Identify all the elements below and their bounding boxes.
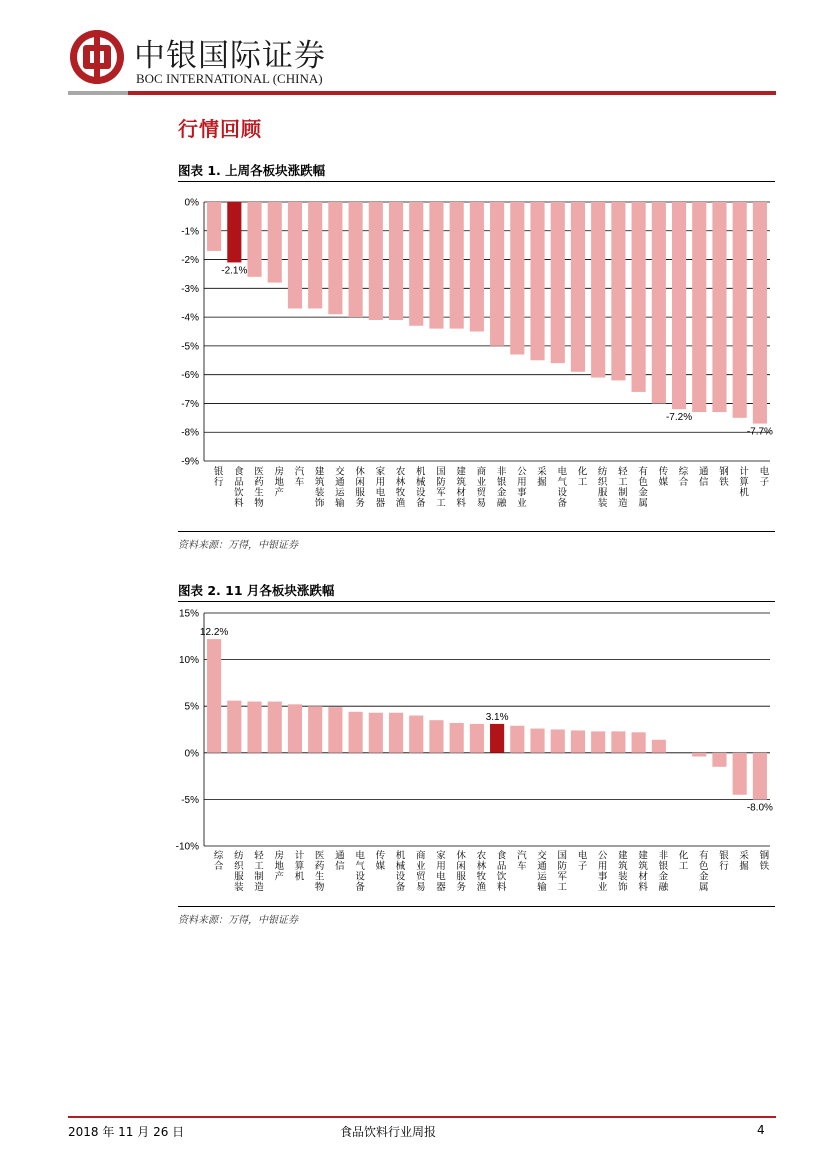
bar bbox=[369, 713, 383, 753]
bar bbox=[409, 202, 423, 326]
x-tick-label: 电气设备 bbox=[353, 850, 365, 892]
bar bbox=[632, 732, 646, 753]
figure1-source: 资料来源：万得，中银证券 bbox=[178, 540, 298, 551]
x-tick-label: 综合 bbox=[211, 850, 223, 871]
x-tick-label: 银行 bbox=[716, 850, 728, 871]
bar bbox=[429, 720, 443, 753]
x-tick-label: 家用电器 bbox=[373, 466, 385, 508]
x-tick-label: 通信 bbox=[696, 466, 708, 487]
bar bbox=[328, 707, 342, 753]
x-tick-label: 轻工制造 bbox=[615, 466, 627, 508]
y-tick-label: 0% bbox=[184, 748, 199, 760]
x-tick-label: 有色金属 bbox=[636, 466, 648, 508]
y-tick-label: -7% bbox=[181, 398, 199, 410]
y-tick-label: -4% bbox=[181, 312, 199, 324]
x-tick-label: 综合 bbox=[676, 466, 688, 487]
bar bbox=[571, 730, 585, 752]
x-tick-label: 汽车 bbox=[514, 850, 526, 871]
y-tick-label: -8% bbox=[181, 427, 199, 439]
data-label: -2.1% bbox=[221, 265, 248, 277]
bar bbox=[530, 202, 544, 360]
x-tick-label: 传媒 bbox=[373, 850, 385, 871]
x-tick-label: 家用电器 bbox=[433, 850, 445, 892]
x-tick-label: 建筑装饰 bbox=[312, 466, 324, 508]
bar bbox=[369, 202, 383, 320]
bar bbox=[247, 702, 261, 753]
x-tick-label: 银行 bbox=[211, 466, 223, 487]
bar bbox=[712, 753, 726, 767]
x-tick-label: 化工 bbox=[575, 466, 587, 487]
bar bbox=[247, 202, 261, 277]
bar bbox=[733, 753, 747, 795]
x-tick-label: 农林牧渔 bbox=[474, 850, 486, 892]
bar bbox=[288, 704, 302, 752]
x-tick-label: 建筑材料 bbox=[636, 850, 648, 892]
x-tick-label: 房地产 bbox=[272, 466, 284, 498]
footer-date: 2018 年 11 月 26 日 bbox=[68, 1125, 185, 1139]
x-tick-label: 交通运输 bbox=[332, 466, 344, 508]
bar bbox=[328, 202, 342, 314]
y-tick-label: -5% bbox=[181, 794, 199, 806]
x-tick-label: 电气设备 bbox=[555, 466, 567, 508]
bar bbox=[692, 202, 706, 412]
bar bbox=[470, 724, 484, 753]
bar bbox=[551, 730, 565, 753]
x-tick-label: 轻工制造 bbox=[252, 850, 264, 892]
bar bbox=[551, 202, 565, 363]
bar bbox=[632, 202, 646, 392]
bar bbox=[227, 202, 241, 262]
x-tick-label: 传媒 bbox=[656, 466, 668, 487]
bar bbox=[389, 202, 403, 320]
brand-name-en: BOC INTERNATIONAL (CHINA) bbox=[136, 71, 323, 86]
x-tick-label: 机械设备 bbox=[413, 466, 425, 508]
figure2-bottom-rule bbox=[178, 906, 775, 907]
figure2-chart-svg bbox=[175, 604, 775, 904]
y-tick-label: -2% bbox=[181, 255, 199, 267]
figure1-top-rule bbox=[178, 181, 775, 182]
footer-page-number: 4 bbox=[757, 1123, 765, 1137]
x-tick-label: 通信 bbox=[332, 850, 344, 871]
x-tick-label: 公用事业 bbox=[595, 850, 607, 892]
x-tick-label: 休闲服务 bbox=[353, 466, 365, 508]
figure2-chart bbox=[175, 604, 775, 904]
bar bbox=[510, 726, 524, 753]
x-tick-label: 汽车 bbox=[292, 466, 304, 487]
x-tick-label: 食品饮料 bbox=[494, 850, 506, 892]
footer-divider bbox=[68, 1116, 776, 1118]
x-tick-label: 计算机 bbox=[292, 850, 304, 882]
data-label: -7.7% bbox=[746, 426, 773, 438]
x-tick-label: 农林牧渔 bbox=[393, 466, 405, 508]
y-tick-label: 10% bbox=[178, 655, 199, 667]
bar bbox=[429, 202, 443, 329]
x-tick-label: 机械设备 bbox=[393, 850, 405, 892]
bar bbox=[652, 740, 666, 753]
figure2-top-rule bbox=[178, 601, 775, 602]
y-tick-label: -1% bbox=[181, 226, 199, 238]
header-divider-red bbox=[128, 91, 776, 95]
y-tick-label: -10% bbox=[175, 841, 199, 853]
bar bbox=[490, 724, 504, 753]
header-divider-gray bbox=[68, 91, 128, 95]
x-tick-label: 非银金融 bbox=[494, 466, 506, 508]
bar bbox=[672, 202, 686, 409]
bar bbox=[288, 202, 302, 308]
bar bbox=[753, 202, 767, 424]
data-label: 12.2% bbox=[199, 627, 229, 639]
y-tick-label: 5% bbox=[184, 701, 199, 713]
bar bbox=[470, 202, 484, 332]
brand-name-cn: 中银国际证券 bbox=[134, 38, 326, 74]
x-tick-label: 食品饮料 bbox=[231, 466, 243, 508]
x-tick-label: 化工 bbox=[676, 850, 688, 871]
bar bbox=[207, 639, 221, 753]
bar bbox=[591, 202, 605, 378]
boc-logo-icon bbox=[68, 28, 126, 86]
bar bbox=[268, 202, 282, 283]
figure1-chart bbox=[178, 190, 775, 530]
y-tick-label: -3% bbox=[181, 283, 199, 295]
bar bbox=[733, 202, 747, 418]
x-tick-label: 建筑材料 bbox=[454, 466, 466, 508]
bar bbox=[227, 701, 241, 753]
x-tick-label: 电子 bbox=[575, 850, 587, 871]
x-tick-label: 公用事业 bbox=[514, 466, 526, 508]
bar bbox=[450, 723, 464, 753]
y-tick-label: -9% bbox=[181, 456, 199, 468]
bar bbox=[308, 706, 322, 753]
x-tick-label: 国防军工 bbox=[555, 850, 567, 892]
y-tick-label: -5% bbox=[181, 341, 199, 353]
y-tick-label: -6% bbox=[181, 370, 199, 382]
bar bbox=[591, 731, 605, 752]
x-tick-label: 交通运输 bbox=[535, 850, 547, 892]
x-tick-label: 采掘 bbox=[737, 850, 749, 871]
figure1-title: 图表 1. 上周各板块涨跌幅 bbox=[178, 163, 326, 178]
bar bbox=[308, 202, 322, 308]
x-tick-label: 房地产 bbox=[272, 850, 284, 882]
figure2-title: 图表 2. 11 月各板块涨跌幅 bbox=[178, 583, 335, 598]
bar bbox=[652, 202, 666, 403]
data-label: -8.0% bbox=[746, 802, 773, 814]
bar bbox=[389, 713, 403, 753]
x-tick-label: 电子 bbox=[757, 466, 769, 487]
x-tick-label: 计算机 bbox=[737, 466, 749, 498]
bar bbox=[611, 202, 625, 380]
bar bbox=[530, 729, 544, 753]
bar bbox=[510, 202, 524, 355]
y-tick-label: 15% bbox=[178, 608, 199, 620]
bar bbox=[571, 202, 585, 372]
y-tick-label: 0% bbox=[184, 197, 199, 209]
bar bbox=[712, 202, 726, 412]
figure1-chart-svg bbox=[178, 190, 775, 530]
x-tick-label: 钢铁 bbox=[716, 466, 728, 487]
x-tick-label: 纺织服装 bbox=[231, 850, 243, 892]
x-tick-label: 休闲服务 bbox=[454, 850, 466, 892]
bar bbox=[349, 712, 363, 753]
bar bbox=[268, 702, 282, 753]
bar bbox=[409, 716, 423, 753]
x-tick-label: 商业贸易 bbox=[413, 850, 425, 892]
bar bbox=[753, 753, 767, 800]
bar bbox=[349, 202, 363, 317]
bar bbox=[692, 753, 706, 757]
x-tick-label: 建筑装饰 bbox=[615, 850, 627, 892]
x-tick-label: 有色金属 bbox=[696, 850, 708, 892]
x-tick-label: 商业贸易 bbox=[474, 466, 486, 508]
x-tick-label: 医药生物 bbox=[312, 850, 324, 892]
bar bbox=[490, 202, 504, 346]
x-tick-label: 非银金融 bbox=[656, 850, 668, 892]
x-tick-label: 医药生物 bbox=[252, 466, 264, 508]
bar bbox=[450, 202, 464, 329]
footer-report-title: 食品饮料行业周报 bbox=[340, 1125, 437, 1139]
x-tick-label: 纺织服装 bbox=[595, 466, 607, 508]
bar bbox=[207, 202, 221, 251]
data-label: 3.1% bbox=[485, 711, 509, 723]
section-title: 行情回顾 bbox=[178, 117, 262, 141]
x-tick-label: 采掘 bbox=[535, 466, 547, 487]
figure2-source: 资料来源：万得，中银证券 bbox=[178, 915, 298, 926]
x-tick-label: 钢铁 bbox=[757, 850, 769, 871]
bar bbox=[611, 731, 625, 752]
x-tick-label: 国防军工 bbox=[433, 466, 445, 508]
data-label: -7.2% bbox=[665, 412, 693, 424]
figure1-bottom-rule bbox=[178, 531, 775, 532]
